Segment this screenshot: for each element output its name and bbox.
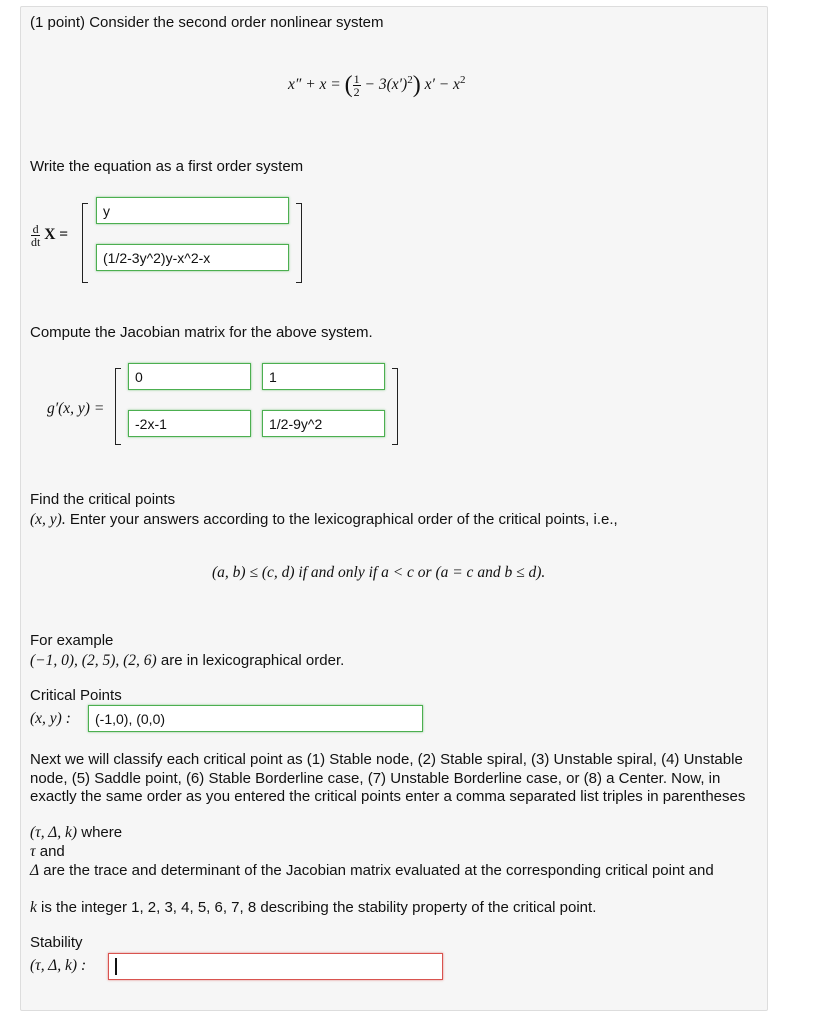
tau-symbol: τ	[30, 843, 36, 860]
jacobian-entry-12[interactable]	[262, 363, 385, 390]
equation-sup: 2	[407, 73, 413, 86]
ddt-numerator: d	[32, 222, 39, 236]
equation-middle: − 3(x′)	[364, 76, 408, 94]
example-text: are in lexicographical order.	[156, 652, 345, 669]
critical-xy-label: (x, y) :	[30, 710, 71, 727]
tau-line	[30, 843, 65, 861]
triple-where: where	[77, 824, 123, 841]
first-order-entry-2[interactable]	[96, 244, 289, 271]
stability-input[interactable]	[108, 953, 443, 980]
k-text: is the integer 1, 2, 3, 4, 5, 6, 7, 8 describing the stability property of the critical point.	[36, 899, 597, 916]
delta-text: are the trace and determinant of the Jacobian matrix evaluated at the corresponding critical point and	[39, 862, 714, 879]
ddt-denominator: dt	[31, 235, 41, 249]
k-symbol: k	[30, 899, 37, 916]
jacobian-entry-22[interactable]	[262, 410, 385, 437]
first-order-prompt: Write the equation as a first order system	[30, 158, 304, 175]
half-fraction	[353, 73, 361, 98]
ddt-fraction	[31, 223, 40, 248]
vector-right-bracket	[296, 203, 302, 283]
delta-symbol: Δ	[30, 862, 40, 879]
equation-sup2: 2	[459, 73, 466, 86]
main-equation	[288, 72, 465, 99]
lexicographic-rule: (a, b) ≤ (c, d) if and only if a < c or (a = c and b ≤ d).	[212, 564, 546, 581]
jacobian-entry-21[interactable]	[128, 410, 251, 437]
tau-and: and	[35, 843, 65, 860]
frac-denominator: 2	[353, 85, 360, 99]
critical-line-2	[30, 511, 618, 529]
jacobian-entry-11[interactable]	[128, 363, 251, 390]
problem-panel	[20, 6, 768, 1011]
triple-math: (τ, Δ, k)	[30, 824, 78, 841]
jacobian-prompt: Compute the Jacobian matrix for the above system.	[30, 324, 373, 341]
delta-line	[30, 862, 758, 881]
open-paren: (	[344, 72, 353, 98]
critical-points-label: Critical Points	[30, 687, 122, 704]
example-math: (−1, 0), (2, 5), (2, 6)	[30, 652, 157, 669]
intro-text: (1 point) Consider the second order nonlinear system	[30, 14, 384, 31]
jacobian-lhs: g′(x, y) =	[47, 400, 105, 417]
example-label: For example	[30, 632, 114, 649]
first-order-entry-1[interactable]	[96, 197, 289, 224]
critical-points-input[interactable]	[88, 705, 423, 732]
k-line	[30, 899, 596, 917]
close-paren: )	[412, 72, 421, 98]
stability-triple-label: (τ, Δ, k) :	[30, 957, 87, 974]
equation-rest: x′ − x	[424, 76, 460, 94]
frac-numerator: 1	[353, 72, 360, 86]
critical-xy-math: (x, y).	[30, 511, 66, 528]
text-cursor	[115, 958, 117, 975]
matrix-right-bracket	[392, 368, 398, 445]
example-line	[30, 652, 344, 670]
stability-label: Stability	[30, 934, 83, 951]
ddt-expression	[31, 223, 68, 248]
matrix-left-bracket	[115, 368, 121, 445]
equation-lhs: x″ + x =	[288, 76, 341, 94]
vector-left-bracket	[82, 203, 88, 283]
triple-line	[30, 824, 122, 842]
classification-text: Next we will classify each critical point as (1) Stable node, (2) Stable spiral, (3) Unstable spiral, (4) Unstable node, (5) Saddle point, (6) Stable Borderline case, (7) Unstable Borderline case, or (8) a Center. Now, in exactly the same order as you entered the critical points enter a comma separated list triples in parentheses	[30, 751, 746, 805]
critical-line-1: Find the critical points	[30, 491, 176, 508]
critical-line-2-text: Enter your answers according to the lexicographical order of the critical points, i.e.,	[65, 511, 618, 528]
ddt-lhs: X =	[44, 226, 69, 244]
